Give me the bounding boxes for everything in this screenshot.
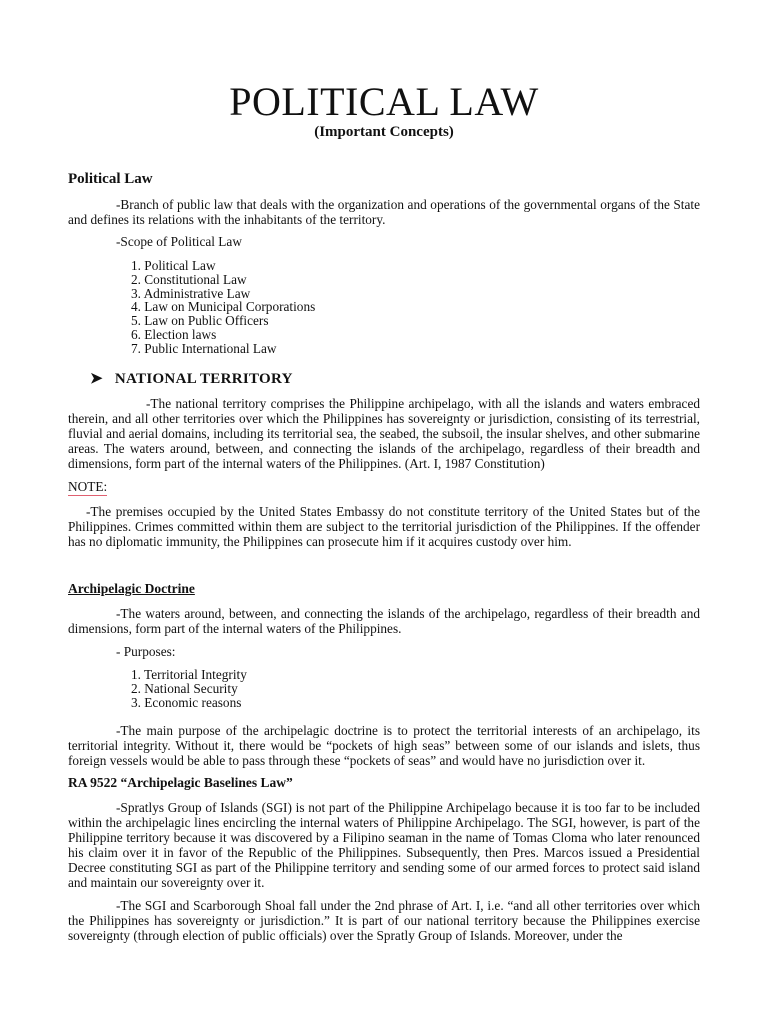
list-item: 7. Public International Law — [131, 340, 277, 356]
page-subtitle: (Important Concepts) — [314, 124, 454, 140]
national-territory-text: -The national territory comprises the Philippine archipelago, with all the islands and waters embraced therein, and all other territories over which the Philippines has sovereignty or jurisdiction, consisting of its terrestrial, fluvial and aerial domains, including its territorial sea, the seabed, the subsoil, the insular shelves, and other submarine areas. The waters around, between, and connecting the islands of the archipelago, regardless of their breadth and dimensions, form part of the internal waters of the Philippines. (Art. I, 1987 Constitution) — [68, 396, 700, 471]
list-item: 3. Economic reasons — [131, 694, 242, 710]
archipelagic-doctrine-heading: Archipelagic Doctrine — [68, 581, 195, 596]
arrowhead-bullet-icon: ➤ — [90, 371, 103, 387]
list-item: 2. National Security — [131, 680, 238, 696]
list-item: 2. Constitutional Law — [131, 271, 247, 287]
list-item: 1. Territorial Integrity — [131, 667, 247, 682]
scope-label: -Scope of Political Law — [116, 234, 242, 249]
national-territory-heading-row — [90, 369, 293, 388]
note-text: -The premises occupied by the United States Embassy do not constitute territory of the United States but of the Philippines. Crimes committed within them are subject to the territorial jurisdiction of the Philippines. If the offender has no diplomatic immunity, the Philippines can prosecute him if it acquires custody over him. — [68, 504, 700, 549]
list-item: 3. Administrative Law — [131, 285, 251, 301]
list-item: 4. Law on Municipal Corporations — [131, 299, 316, 315]
note-label: NOTE: — [68, 479, 108, 494]
national-territory-heading: NATIONAL TERRITORY — [114, 371, 293, 387]
main-purpose-text: -The main purpose of the archipelagic doctrine is to protect the territorial interests of an archipelago, its territorial integrity. Without it, there would be “pockets of high seas” between some of our islands and islets, thus foreign vessels would be able to pass through these “pockets of seas” and would have no jurisdiction over it. — [68, 723, 700, 768]
list-item: 5. Law on Public Officers — [131, 313, 269, 329]
political-law-heading: Political Law — [68, 171, 153, 187]
list-item: 1. Political Law — [131, 258, 216, 273]
purposes-label: - Purposes: — [116, 644, 176, 659]
ra9522-heading: RA 9522 “Archipelagic Baselines Law” — [68, 775, 293, 790]
archipelagic-doctrine-text: -The waters around, between, and connecting the islands of the archipelago, regardless of their breadth and dimensions, form part of the internal waters of the Philippines. — [68, 606, 700, 636]
scope-list — [131, 259, 315, 356]
ra9522-paragraph-1: -Spratlys Group of Islands (SGI) is not part of the Philippine Archipelago because it is too far to be included within the archipelagic lines encircling the internal waters of Philippine Archipelago. The SGI, however, is part of the Philippine territory because it was discovered by a Filipino seaman in the name of Tomas Cloma who later renounced his claim over it in favor of the Republic of the Philippines. Subsequently, then Pres. Marcos issued a Presidential Decree constituting SGI as part of the Philippine territory and sending some of our armed forces to protect said island and maintain our sovereignty over it. — [68, 800, 700, 890]
political-law-definition: -Branch of public law that deals with the organization and operations of the governmental organs of the State and defines its relations with the inhabitants of the territory. — [68, 197, 700, 227]
purposes-list — [131, 668, 247, 709]
list-item: 6. Election laws — [131, 326, 217, 342]
page-title: POLITICAL LAW — [229, 79, 539, 124]
ra9522-paragraph-2: -The SGI and Scarborough Shoal fall under the 2nd phrase of Art. I, i.e. “and all other territories over which the Philippines has sovereignty or jurisdiction.” It is part of our national territory because the Philippines exercise sovereignty (through election of public officials) over the Spratly Group of Islands. Moreover, under the — [68, 898, 700, 943]
